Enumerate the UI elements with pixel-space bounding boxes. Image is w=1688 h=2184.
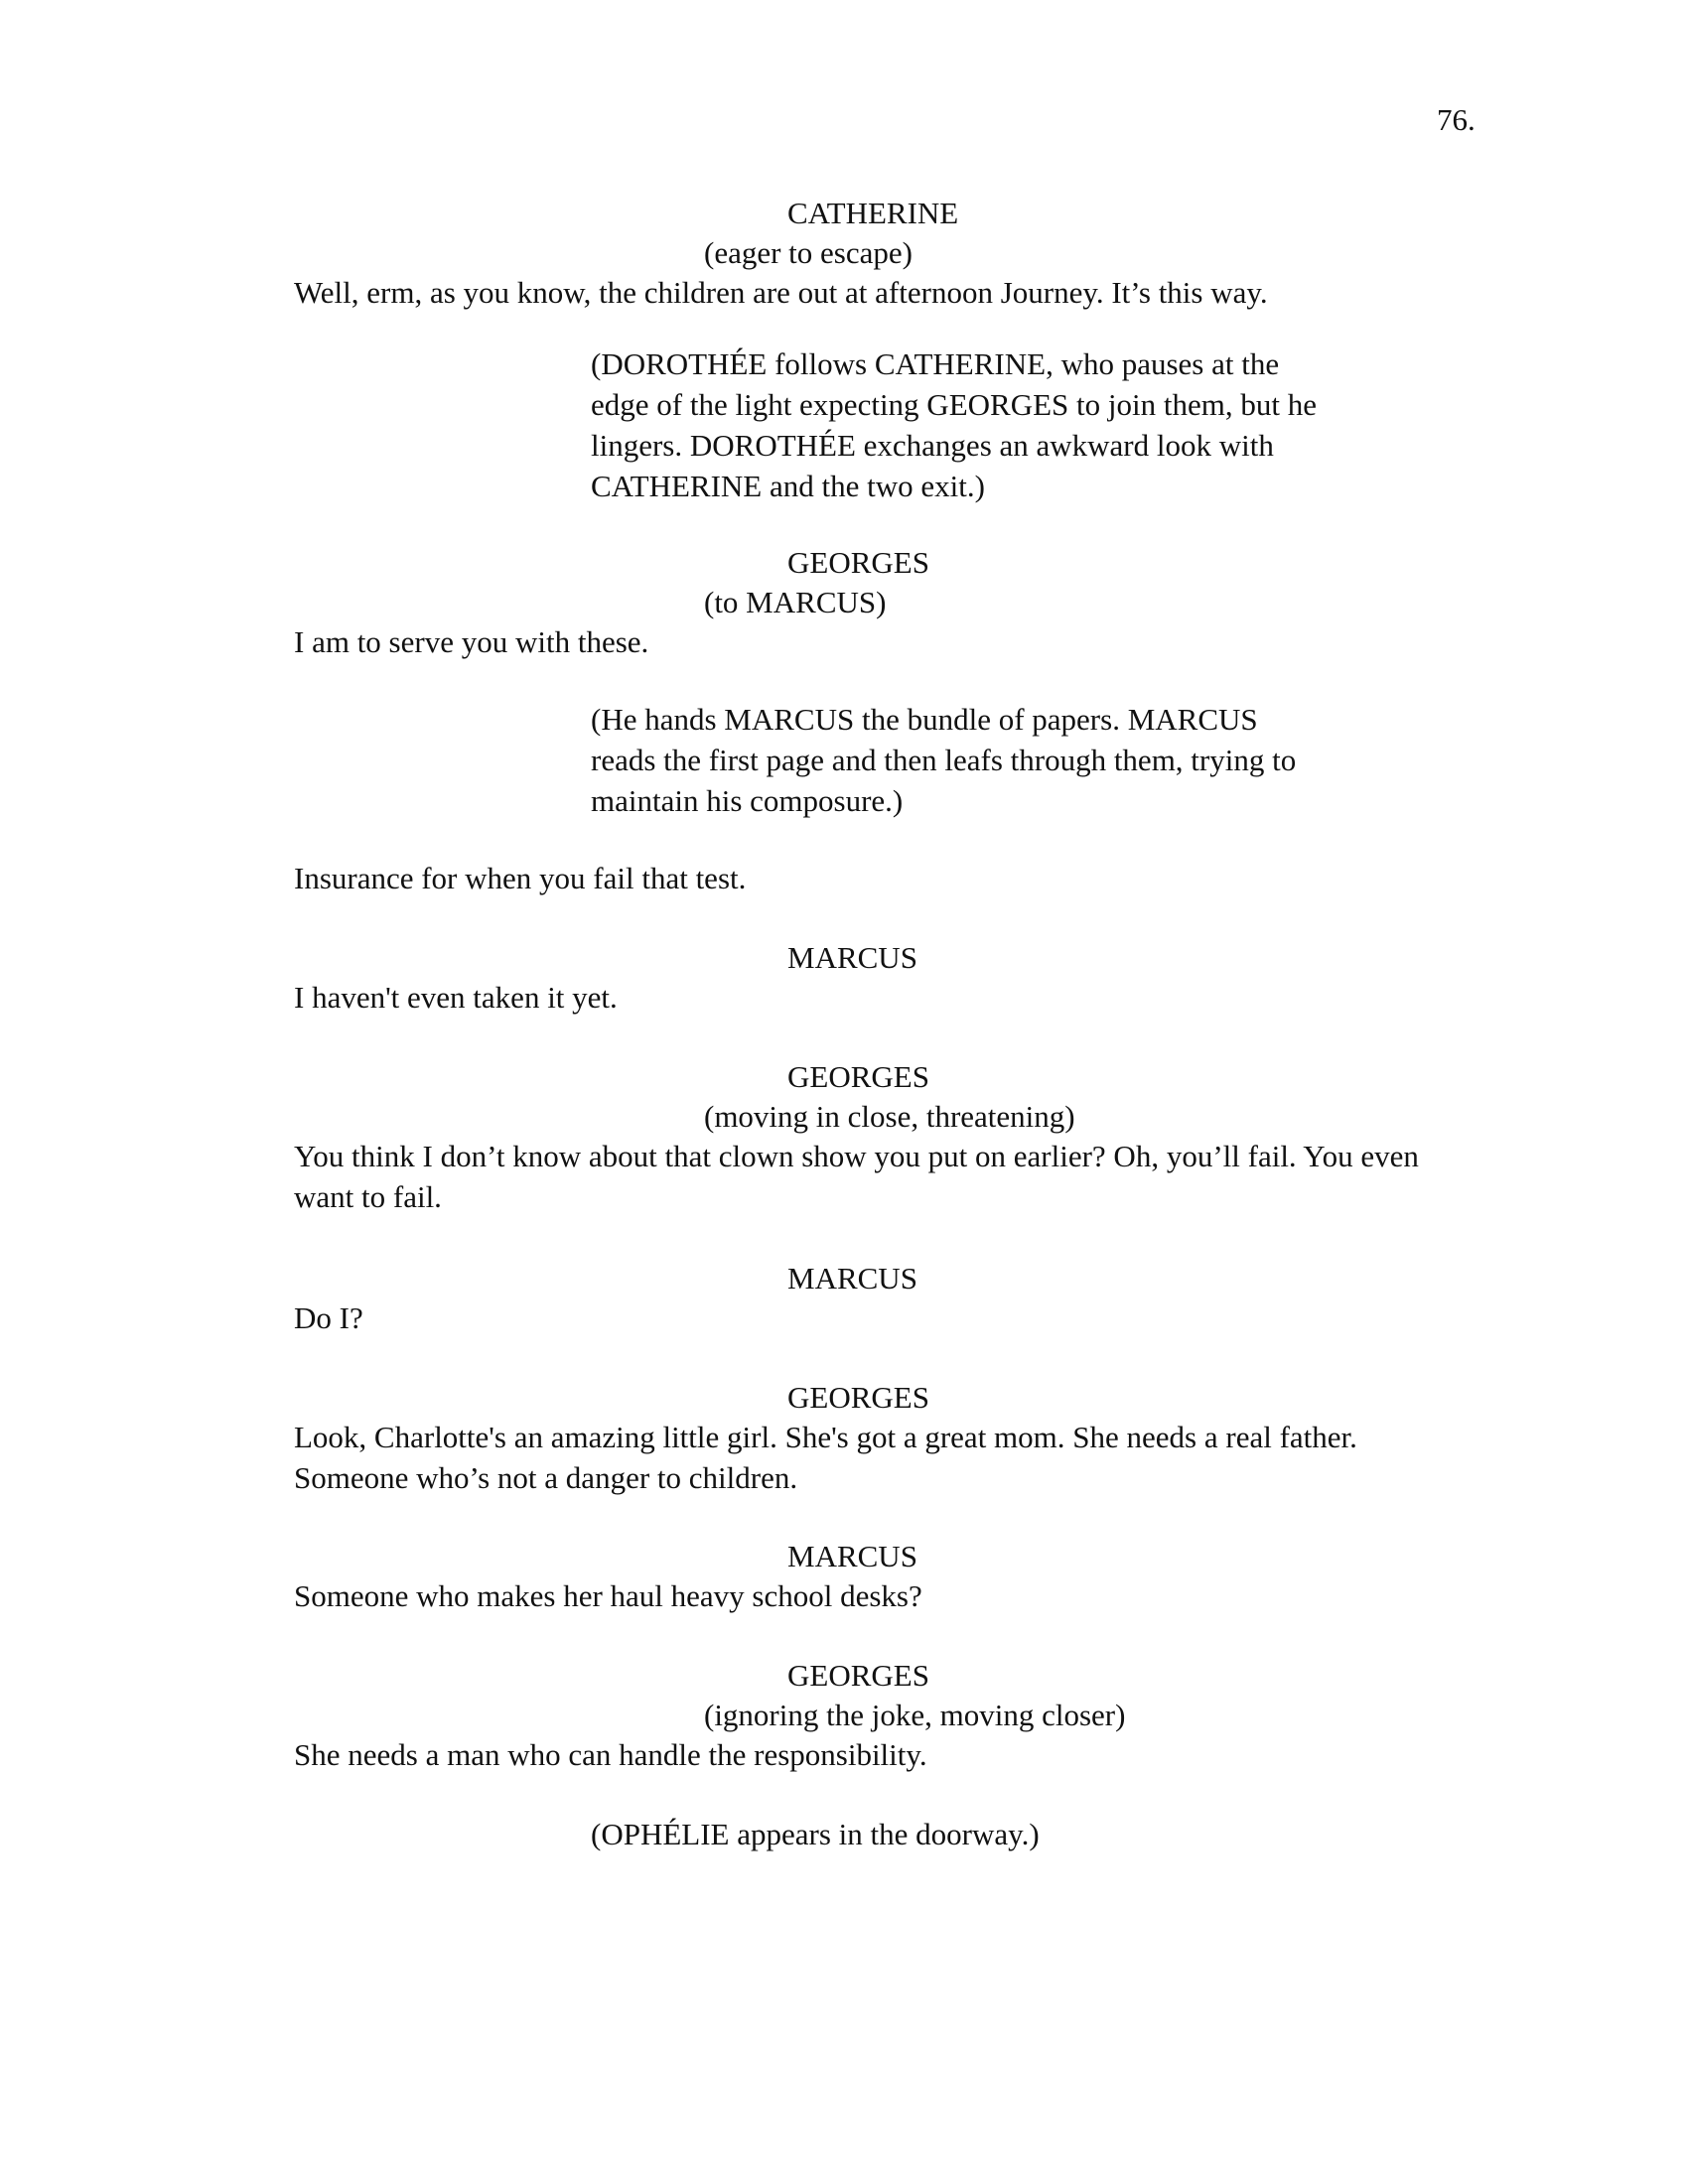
parenthetical: (moving in close, threatening) [704,1099,1075,1134]
stage-direction: (He hands MARCUS the bundle of papers. MARCUS reads the first page and then leafs through them, trying to maintain his composure.) [591,702,1297,818]
dialogue-line: Do I? [294,1300,363,1335]
dialogue-line: I haven't even taken it yet. [294,980,618,1015]
dialogue-line: She needs a man who can handle the responsibility. [294,1737,927,1772]
dialogue-line: Look, Charlotte's an amazing little girl. She's got a great mom. She needs a real father. Someone who’s not a danger to children. [294,1420,1357,1495]
character-name: GEORGES [787,1658,929,1693]
dialogue-line: You think I don’t know about that clown show you put on earlier? Oh, you’ll fail. You even want to fail. [294,1139,1419,1214]
character-name: GEORGES [787,1380,929,1415]
dialogue-line: Someone who makes her haul heavy school desks? [294,1578,922,1613]
character-name: MARCUS [787,1261,917,1296]
character-name: GEORGES [787,1059,929,1094]
parenthetical: (eager to escape) [704,235,913,270]
parenthetical: (ignoring the joke, moving closer) [704,1698,1126,1732]
stage-direction: (DOROTHÉE follows CATHERINE, who pauses at the edge of the light expecting GEORGES to join them, but he lingers. DOROTHÉE exchanges an awkward look with CATHERINE and the two exit.) [591,346,1317,503]
dialogue-line: I am to serve you with these. [294,624,649,659]
dialogue-line: Well, erm, as you know, the children are out at afternoon Journey. It’s this way. [294,275,1268,310]
page-number: 76. [1437,102,1476,137]
character-name: MARCUS [787,940,917,975]
parenthetical: (to MARCUS) [704,585,887,619]
stage-direction: (OPHÉLIE appears in the doorway.) [591,1817,1040,1851]
character-name: GEORGES [787,545,929,580]
character-name: MARCUS [787,1539,917,1573]
dialogue-line: Insurance for when you fail that test. [294,861,747,895]
character-name: CATHERINE [787,196,959,230]
